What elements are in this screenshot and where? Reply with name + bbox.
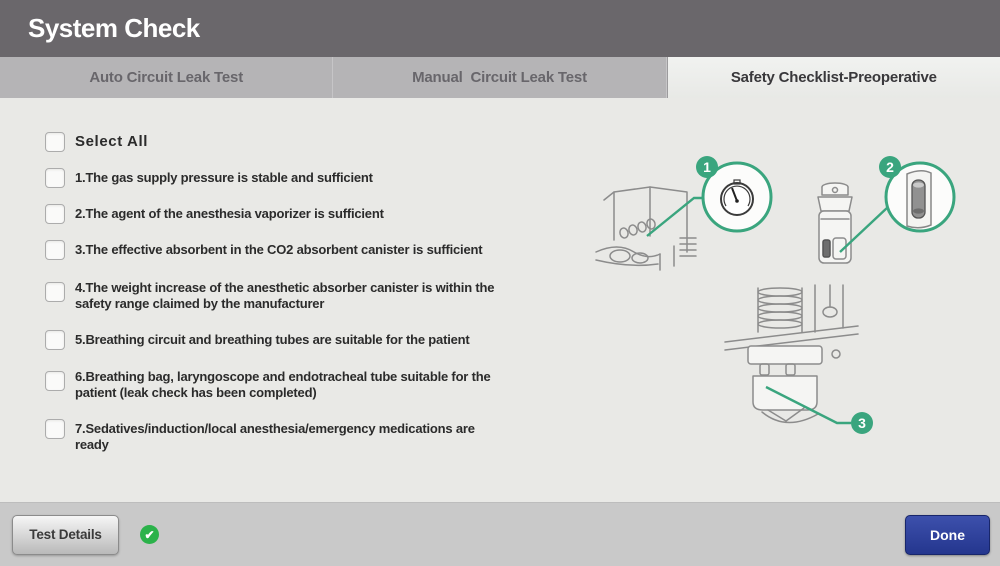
checkbox-item-6[interactable] xyxy=(45,371,65,391)
page-title: System Check xyxy=(28,13,200,43)
callout-badge-2 xyxy=(879,156,901,178)
tab-label: Safety Checklist-Preoperative xyxy=(730,69,937,86)
callout-number-1: 1 xyxy=(703,159,711,175)
checklist-item-label: 2.The agent of the anesthesia vaporizer is sufficient xyxy=(75,206,384,221)
done-button[interactable]: Done xyxy=(905,515,990,555)
callout-number-3: 3 xyxy=(858,415,866,431)
tab-manual-circuit-leak-test[interactable] xyxy=(333,57,666,98)
header xyxy=(0,0,1000,57)
callout-line-1 xyxy=(647,198,703,236)
checklist-row-1 xyxy=(45,168,500,188)
vaporizer-illustration xyxy=(818,183,852,263)
tab-auto-circuit-leak-test[interactable] xyxy=(0,57,333,98)
checklist-item-label: 7.Sedatives/induction/local anesthesia/emergency medications are ready xyxy=(75,421,475,452)
checkbox-item-3[interactable] xyxy=(45,240,65,260)
checkbox-item-7[interactable] xyxy=(45,419,65,439)
select-all-row xyxy=(45,132,500,152)
test-details-button[interactable]: Test Details xyxy=(12,515,119,555)
checkbox-item-4[interactable] xyxy=(45,282,65,302)
checkbox-item-1[interactable] xyxy=(45,168,65,188)
select-all-label: Select All xyxy=(75,133,148,150)
tab-safety-checklist-preoperative[interactable] xyxy=(667,57,1000,98)
checklist-row-6 xyxy=(45,367,500,401)
select-all-checkbox[interactable] xyxy=(45,132,65,152)
checklist-item-label: 1.The gas supply pressure is stable and sufficient xyxy=(75,170,373,185)
checklist-row-7 xyxy=(45,419,500,453)
callout-number-2: 2 xyxy=(886,159,894,175)
absorber-canister-illustration xyxy=(725,285,858,423)
checkbox-item-2[interactable] xyxy=(45,204,65,224)
checklist-row-2 xyxy=(45,204,500,224)
checklist-row-3 xyxy=(45,240,500,260)
footer-bar xyxy=(0,502,1000,566)
tab-label: Manual Circuit Leak Test xyxy=(412,69,587,86)
illustration-panel xyxy=(590,140,1000,450)
machine-gas-inlet-illustration xyxy=(596,187,696,270)
checkbox-item-5[interactable] xyxy=(45,330,65,350)
checklist-row-5 xyxy=(45,330,500,350)
checklist-item-label: 6.Breathing bag, laryngoscope and endotracheal tube suitable for the patient (leak check has been completed) xyxy=(75,369,491,400)
tab-bar xyxy=(0,57,1000,98)
check-circle-icon: ✔ xyxy=(140,525,159,544)
tab-label: Auto Circuit Leak Test xyxy=(89,69,243,86)
illustration-svg xyxy=(590,140,1000,450)
safety-checklist xyxy=(45,98,515,502)
checklist-item-label: 5.Breathing circuit and breathing tubes are suitable for the patient xyxy=(75,332,470,347)
checklist-item-label: 4.The weight increase of the anesthetic absorber canister is within the safety range claimed by the manufacturer xyxy=(75,280,495,311)
checklist-row-4 xyxy=(45,278,500,312)
callout-badge-1 xyxy=(696,156,718,178)
callout-badge-3 xyxy=(851,412,873,434)
checklist-item-label: 3.The effective absorbent in the CO2 absorbent canister is sufficient xyxy=(75,242,483,257)
